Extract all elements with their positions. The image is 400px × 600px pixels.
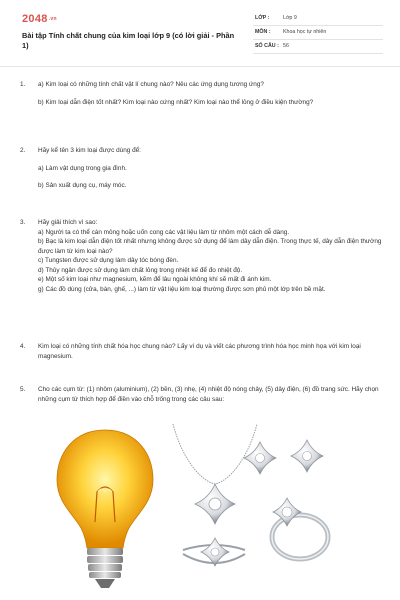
question-line: e) Một số kim loại như magnesium, kẽm để lâu ngoài không khí sẽ mất đi ánh kim.	[38, 276, 272, 283]
question-number: 2.	[20, 147, 26, 154]
question-line: a) Làm vật dụng trong gia đình.	[38, 164, 127, 172]
question-line: Cho các cụm từ: (1) nhôm (aluminium), (2) bền, (3) nhẹ, (4) nhiệt độ nóng chảy, (5) dây điện, (6) đồ trang sức. Hãy chọn những cụm từ thích hợp để điền vào chỗ trống trong các câu sau:	[38, 386, 379, 403]
question-number: 1.	[20, 81, 26, 88]
question-line: b) Bạc là kim loại dẫn điện tốt nhất nhưng không được sử dụng để làm dây dẫn điện. Trong thực tế, dây dẫn điện thường được làm từ kim loại nào?	[38, 238, 382, 255]
question-number: 5.	[20, 386, 26, 393]
question-line: b) Sản xuất dụng cụ, máy móc.	[38, 182, 127, 189]
meta-key: SỐ CÂU :	[255, 43, 279, 49]
meta-value: 56	[283, 43, 289, 49]
question-line: Hãy kể tên 3 kim loại được dùng để:	[38, 147, 141, 154]
meta-key: LỚP :	[255, 15, 270, 21]
question-line: d) Thủy ngân được sử dụng làm chất lỏng trong nhiệt kế để đo nhiệt độ.	[38, 266, 243, 274]
illustration-area	[55, 422, 385, 592]
meta-value: Khoa học tự nhiên	[283, 29, 327, 35]
question-line: c) Tungsten được sử dụng làm dây tóc bóng đèn.	[38, 257, 179, 264]
question-number: 3.	[20, 219, 26, 226]
ring-image	[272, 498, 328, 559]
question-body	[38, 218, 383, 294]
site-logo[interactable]: 2048.vn	[22, 13, 57, 25]
bracelet-image	[183, 538, 245, 566]
question-line: b) Kim loại dẫn điện tốt nhất? Kim loại nào cứng nhất? Kim loại nào thể lỏng ở điều kiện thường?	[38, 98, 314, 106]
document-header	[0, 0, 400, 66]
meta-value: Lớp 9	[283, 15, 297, 21]
question-body	[38, 385, 383, 404]
question-line: Hãy giải thích vì sao:	[38, 219, 98, 226]
earrings-image	[244, 440, 323, 474]
meta-table	[253, 12, 383, 54]
header-divider	[0, 66, 400, 67]
question-body	[38, 342, 383, 361]
meta-row-subject	[253, 26, 383, 40]
question-line: g) Các đồ dùng (cửa, bàn, ghế, ...) làm từ vật liệu kim loại thường được sơn phủ một lớp trên bề mặt.	[38, 285, 326, 293]
meta-row-class	[253, 12, 383, 26]
meta-key: MÔN :	[255, 29, 271, 35]
meta-row-count	[253, 40, 383, 54]
light-bulb-image	[57, 430, 153, 588]
question-line: a) Kim loại có những tính chất vật lí chung nào? Nêu các ứng dụng tương ứng?	[38, 81, 264, 88]
page-title: Bài tập Tính chất chung của kim loại lớp 9 (có lời giải - Phần 1)	[22, 31, 235, 50]
question-body	[38, 146, 383, 191]
question-body	[38, 80, 383, 107]
question-line: Kim loại có những tính chất hóa học chung nào? Lấy ví dụ và viết các phương trình hóa học minh họa với kim loại magnesium.	[38, 343, 361, 360]
question-number: 4.	[20, 343, 26, 350]
question-line: a) Người ta có thể cán mỏng hoặc uốn cong các vật liệu làm từ nhôm một cách dễ dàng.	[38, 228, 290, 236]
necklace-image	[173, 424, 257, 524]
